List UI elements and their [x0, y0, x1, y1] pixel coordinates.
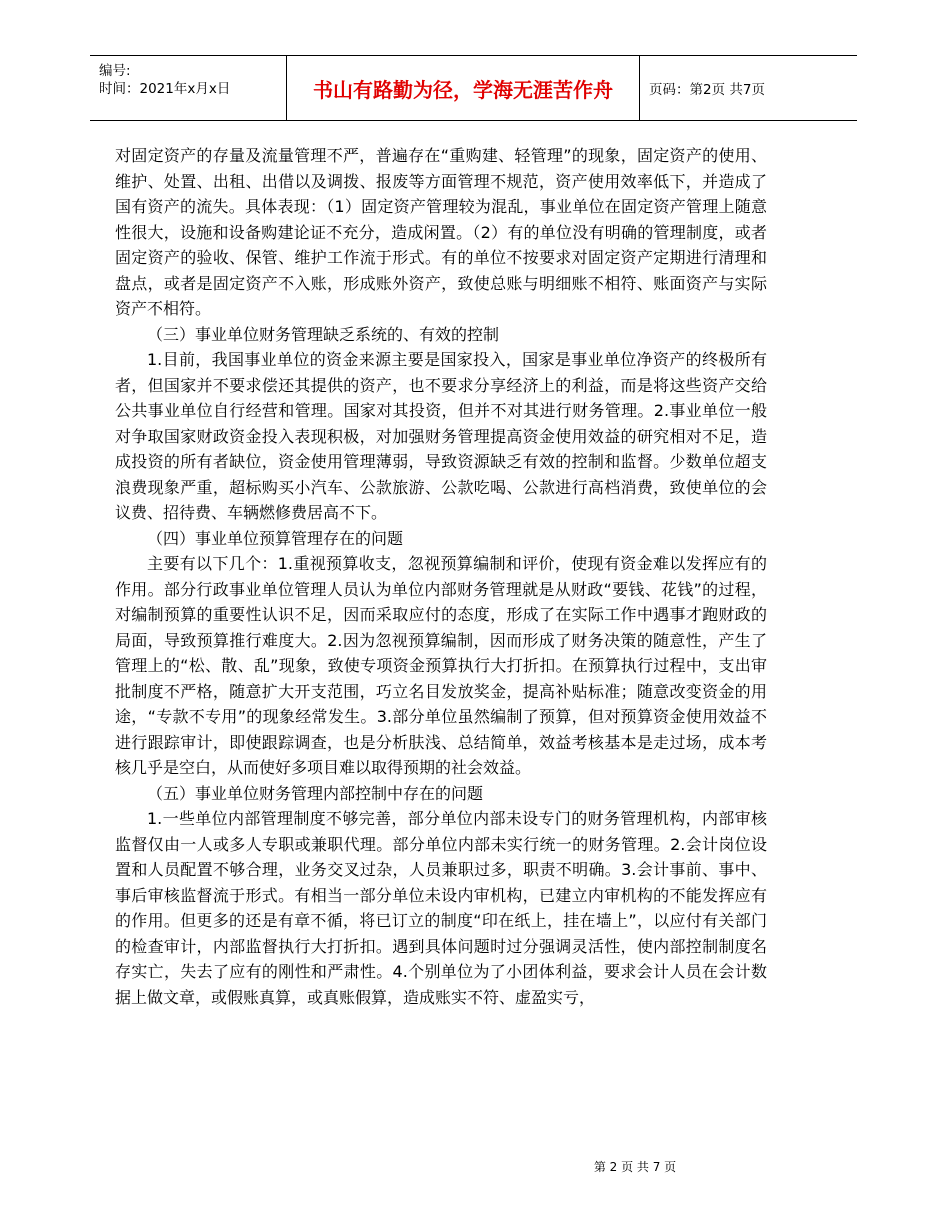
body-paragraph: 主要有以下几个：1.重视预算收支，忽视预算编制和评价，使现有资金难以发挥应有的作用。部分行政事业单位管理人员认为单位内部财务管理就是从财政“要钱、花钱”的过程，对编制预算的重要性认识不足，因而采取应付的态度，形成了在实际工作中遇事才跑财政的局面，导致预算推行难度大。2.因为忽视预算编制，因而形成了财务决策的随意性，产生了管理上的“松、散、乱”现象，致使专项资金预算执行大打折扣。在预算执行过程中，支出审批制度不严格，随意扩大开支范围，巧立名目发放奖金，提高补贴标准；随意改变资金的用途，“专款不专用”的现象经常发生。3.部分单位虽然编制了预算，但对预算资金使用效益不进行跟踪审计，即使跟踪调查，也是分析肤浅、总结简单，效益考核基本是走过场，成本考核几乎是空白，从而使好多项目难以取得预期的社会效益。 [115, 554, 767, 777]
body-paragraph: 1.一些单位内部管理制度不够完善，部分单位内部未设专门的财务管理机构，内部审核监督仅由一人或多人专职或兼职代理。部分单位内部未实行统一的财务管理。2.会计岗位设置和人员配置不够合理，业务交叉过杂，人员兼职过多，职责不明确。3.会计事前、事中、事后审核监督流于形式。有相当一部分单位未设内审机构，已建立内审机构的不能发挥应有的作用。但更多的还是有章不循，将已订立的制度“印在纸上，挂在墙上”，以应付有关部门的检查审计，内部监督执行大打折扣。遇到具体问题时过分强调灵活性，使内部控制制度名存实亡，失去了应有的刚性和严肃性。4.个别单位为了小团体利益，要求会计人员在会计数据上做文章，或假账真算，或真账假算，造成账实不符、虚盈实亏， [115, 809, 767, 1007]
page-footer: 第 2 页 共 7 页 [593, 1160, 677, 1174]
document-header [90, 55, 857, 121]
header-number-label: 编号: [99, 63, 131, 79]
header-motto: 书山有路勤为径，学海无涯苦作舟 [286, 56, 640, 120]
header-time-label: 时间：2021年x月x日 [99, 81, 231, 97]
document-body [115, 143, 767, 1010]
body-paragraph: 1.目前，我国事业单位的资金来源主要是国家投入，国家是事业单位净资产的终极所有者，但国家并不要求偿还其提供的资产，也不要求分享经济上的利益，而是将这些资产交给公共事业单位自行经营和管理。国家对其投资，但并不对其进行财务管理。2.事业单位一般对争取国家财政资金投入表现积极，对加强财务管理提高资金使用效益的研究相对不足，造成投资的所有者缺位，资金使用管理薄弱，导致资源缺乏有效的控制和监督。少数单位超支浪费现象严重，超标购买小汽车、公款旅游、公款吃喝、公款进行高档消费，致使单位的会议费、招待费、车辆燃修费居高不下。 [115, 350, 767, 522]
header-meta [90, 56, 286, 120]
header-page-info: 页码：第2页 共7页 [649, 82, 765, 98]
body-paragraph: 对固定资产的存量及流量管理不严，普遍存在“重购建、轻管理”的现象，固定资产的使用、维护、处置、出租、出借以及调拨、报废等方面管理不规范，资产使用效率低下，并造成了国有资产的流失。具体表现：（1）固定资产管理较为混乱，事业单位在固定资产管理上随意性很大，设施和设备购建论证不充分，造成闲置。（2）有的单位没有明确的管理制度，或者固定资产的验收、保管、维护工作流于形式。有的单位不按要求对固定资产定期进行清理和盘点，或者是固定资产不入账，形成账外资产，致使总账与明细账不相符、账面资产与实际资产不相符。 [115, 146, 767, 318]
section-heading-5: （五）事业单位财务管理内部控制中存在的问题 [147, 783, 484, 803]
section-heading-4: （四）事业单位预算管理存在的问题 [147, 528, 404, 548]
section-heading-3: （三）事业单位财务管理缺乏系统的、有效的控制 [147, 324, 500, 344]
